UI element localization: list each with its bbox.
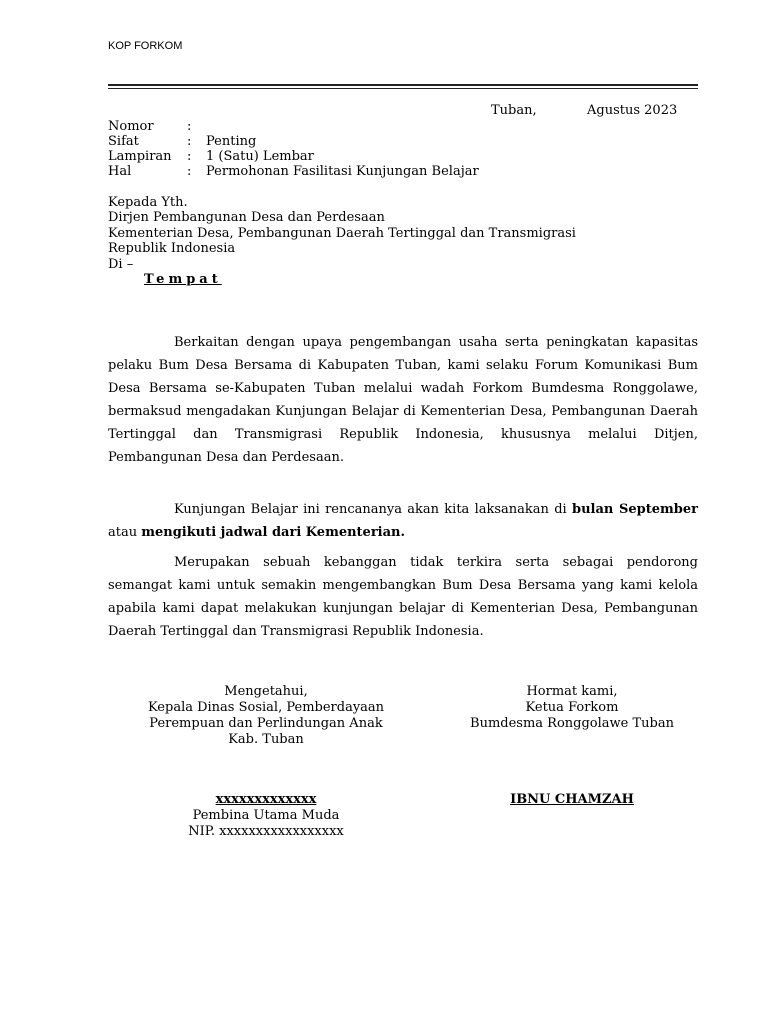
sign-right-line3: Bumdesma Ronggolawe Tuban [470,716,674,731]
meta-value: Penting [206,134,257,149]
meta-value: 1 (Satu) Lembar [206,149,314,164]
sign-left-line3: Perempuan dan Perlindungan Anak [149,716,383,731]
recipient-di: Di – [108,257,134,272]
meta-label: Nomor [108,119,154,134]
meta-label: Lampiran [108,149,172,164]
letterhead-label: KOP FORKOM [108,40,183,52]
sign-right-line1: Hormat kami, [526,684,618,699]
para2-bold-month: bulan September [571,502,699,517]
meta-colon: : [187,164,192,179]
recipient-line1: Dirjen Pembangunan Desa dan Perdesaan [108,210,385,225]
sign-left-name: xxxxxxxxxxxxx [215,792,317,807]
signature-left [108,684,424,748]
meta-colon: : [187,149,192,164]
body-paragraph-1: Berkaitan dengan upaya pengembangan usaha serta peningkatan kapasitas pelaku Bum Desa Bersama di Kabupaten Tuban, kami selaku Forum Komunikasi Bum Desa Bersama se-Kabupaten Tuban melalui wadah Forkom Bumdesma Ronggolawe, bermaksud mengadakan Kunjungan Belajar di Kementerian Desa, Pembangunan Daerah Tertinggal dan Transmigrasi Republik Indonesia, khususnya melalui Ditjen, Pembangunan Desa dan Perdesaan. [108,335,698,465]
meta-label: Hal [108,164,132,179]
meta-label: Sifat [108,134,139,149]
meta-value: Permohonan Fasilitasi Kunjungan Belajar [206,164,479,179]
meta-colon: : [187,134,192,149]
sign-left-rank: Pembina Utama Muda [192,808,340,823]
signature-right [452,684,692,732]
date-place: Tuban, [491,103,537,118]
header-rule-thick [108,84,698,86]
sign-right-line2: Ketua Forkom [525,700,619,715]
sign-right-name: IBNU CHAMZAH [510,792,634,807]
signature-left-name-block [108,792,424,840]
para2-text-c: atau [108,525,142,540]
sign-left-line2: Kepala Dinas Sosial, Pemberdayaan [147,700,385,715]
para2-bold-schedule: mengikuti jadwal dari Kementerian. [141,525,406,540]
sign-left-line1: Mengetahui, [224,684,308,699]
sign-left-line4: Kab. Tuban [228,732,304,747]
meta-colon: : [187,119,192,134]
header-rule-thin [108,88,698,89]
sign-left-nip: NIP. xxxxxxxxxxxxxxxxx [188,824,344,839]
para2-text-a: Kunjungan Belajar ini rencananya akan kita laksanakan di [174,502,572,517]
body-paragraph-3: Merupakan sebuah kebanggan tidak terkira serta sebagai pendorong semangat kami untuk semakin mengembangkan Bum Desa Bersama yang kami kelola apabila kami dapat melakukan kunjungan belajar di Kementerian Desa, Pembangunan Daerah Tertinggal dan Transmigrasi Republik Indonesia. [108,555,698,639]
recipient-line3: Republik Indonesia [108,241,236,256]
recipient-line2: Kementerian Desa, Pembangunan Daerah Tertinggal dan Transmigrasi [108,226,576,241]
date-month-year: Agustus 2023 [587,103,678,118]
recipient-tempat: Tempat [144,272,222,287]
body-paragraph-2 [108,498,698,544]
recipient-salutation: Kepada Yth. [108,195,188,210]
